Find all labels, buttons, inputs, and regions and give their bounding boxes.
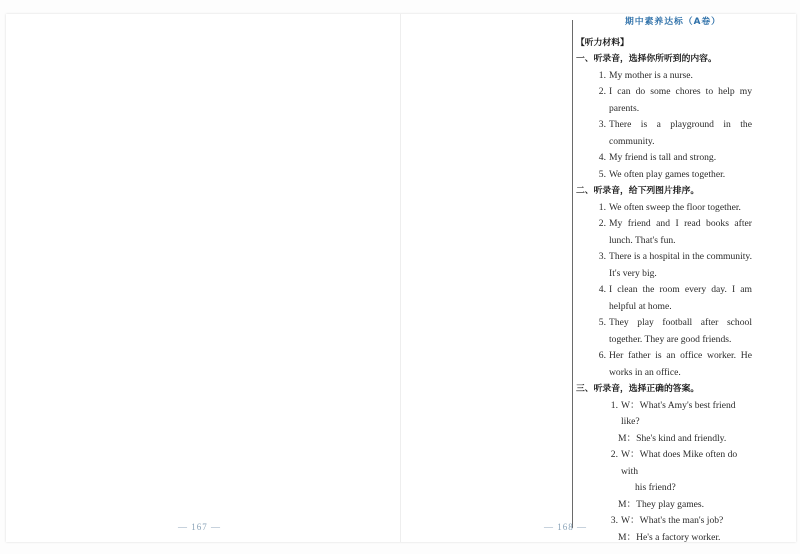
list-item: 3. There is a hospital in the community. It's very big. [598,251,752,279]
section1-heading: 一、听录音，选择你所听到的内容。 [576,54,717,64]
material-label: 【听力材料】 [576,37,629,48]
listening-material [576,14,752,546]
list-item: 5. We often play games together. [598,168,726,180]
dialogue-line: his friend? [635,482,676,493]
list-item: 6. Her father is an office worker. He works in an office. [598,350,752,378]
list-item: 2. I can do some chores to help my parents. [598,86,752,114]
dialogue-line: M：She's kind and friendly. [618,432,727,444]
list-item: 3. There is a playground in the community. [598,119,752,147]
list-item: 2. My friend and I read books after lunch. That's fun. [598,218,752,246]
page-number-right: — 168 — [544,522,587,532]
dialogue-line: 3. W：What's the man's job? [610,515,724,526]
section2-heading: 二、听录音，给下列图片排序。 [576,186,700,196]
page-gutter [400,14,401,542]
list-item: 1. My mother is a nurse. [598,69,693,81]
page-title: 期中素养达标（A卷） [625,17,721,27]
column-divider [572,20,573,528]
list-item: 4. I clean the room every day. I am helpful at home. [598,284,752,312]
page-number-left: — 167 — [178,522,221,532]
dialogue-line: 1. W：What's Amy's best friend like? [610,399,736,427]
section3-heading: 三、听录音，选择正确的答案。 [576,384,700,394]
dialogue-line: M：He's a factory worker. [618,531,721,543]
dialogue-line: 2. W：What does Mike often do with [610,449,738,477]
list-item: 4. My friend is tall and strong. [598,152,717,163]
list-item: 5. They play football after school together. They are good friends. [598,317,752,345]
dialogue-line: M：They play games. [618,498,705,510]
list-item: 1. We often sweep the floor together. [598,201,741,213]
